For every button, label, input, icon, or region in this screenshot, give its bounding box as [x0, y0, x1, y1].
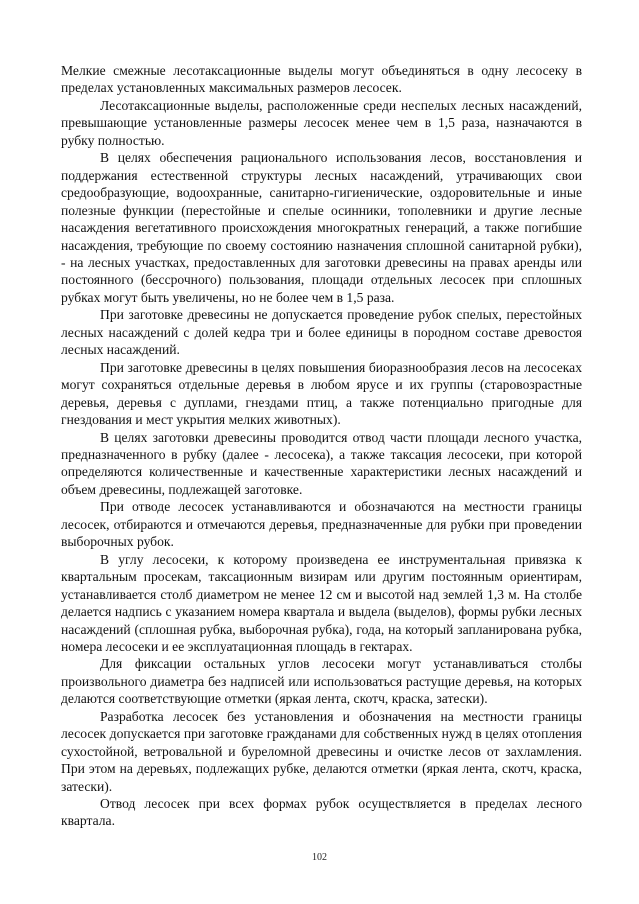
page-number: 102	[312, 852, 327, 863]
paragraph-11: Отвод лесосек при всех формах рубок осуществляется в пределах лесного квартала.	[61, 796, 582, 829]
paragraph-9: Для фиксации остальных углов лесосеки могут устанавливаться столбы произвольного диаметра без надписей или использоваться растущие деревья, на которых делаются соответствующие отметки (яркая лента, скотч, краска, затески).	[61, 656, 582, 707]
paragraph-3: В целях обеспечения рационального использования лесов, восстановления и поддержания естественной структуры лесных насаждений, утрачивающих свои средообразующие, водоохранные, санитарно-гигиенические, оздоровительные и иные полезные функции (перестойные и спелые осинники, тополевники и другие лесные насаждения вегетативного происхождения многократных генераций, а также погибшие насаждения, требующие по своему состоянию назначения сплошной санитарной рубки), - на лесных участках, предоставленных для заготовки древесины на правах аренды или постоянного (бессрочного) пользования, площади отдельных лесосек при сплошных рубках могут быть увеличены, но не более чем в 1,5 раза.	[61, 150, 582, 305]
paragraph-7: При отводе лесосек устанавливаются и обозначаются на местности границы лесосек, отбираются и отмечаются деревья, предназначенные для рубки при проведении выборочных рубок.	[61, 499, 582, 550]
paragraph-4: При заготовке древесины не допускается проведение рубок спелых, перестойных лесных насаждений с долей кедра три и более единицы в породном составе древостоя лесных насаждений.	[61, 307, 582, 358]
paragraph-2: Лесотаксационные выделы, расположенные среди неспелых лесных насаждений, превышающие установленные размеры лесосек менее чем в 1,5 раза, назначаются в рубку полностью.	[61, 97, 582, 148]
paragraph-10: Разработка лесосек без установления и обозначения на местности границы лесосек допускается при заготовке гражданами для собственных нужд в целях отопления сухостойной, ветровальной и буреломной древесины и очистке лесов от захламления. При этом на деревьях, подлежащих рубке, делаются отметки (яркая лента, скотч, краска, затески).	[61, 708, 582, 794]
paragraph-6: В целях заготовки древесины проводится отвод части площади лесного участка, предназначенного в рубку (далее - лесосека), а также таксация лесосеки, при которой определяются количественные и качественные характеристики лесных насаждений и объем древесины, подлежащей заготовке.	[61, 429, 582, 497]
paragraph-8: В углу лесосеки, к которому произведена ее инструментальная привязка к квартальным просекам, таксационным визирам или другим постоянным ориентирам, устанавливается столб диаметром не менее 12 см и высотой над землей 1,3 м. На столбе делается надпись с указанием номера квартала и выдела (выделов), формы рубки лесных насаждений (сплошная рубка, выборочная рубка), года, на который запланирована рубка, номера лесосеки и ее эксплуатационная площадь в гектарах.	[61, 551, 582, 654]
paragraph-5: При заготовке древесины в целях повышения биоразнообразия лесов на лесосеках могут сохраняться отдельные деревья в любом ярусе и их группы (старовозрастные деревья, деревья с дуплами, гнездами птиц, а также потенциально пригодные для гнездования и мест укрытия мелких животных).	[61, 359, 582, 428]
paragraph-1: Мелкие смежные лесотаксационные выделы могут объединяться в одну лесосеку в пределах установленных максимальных размеров лесосек.	[61, 63, 582, 96]
body-text	[61, 62, 582, 830]
